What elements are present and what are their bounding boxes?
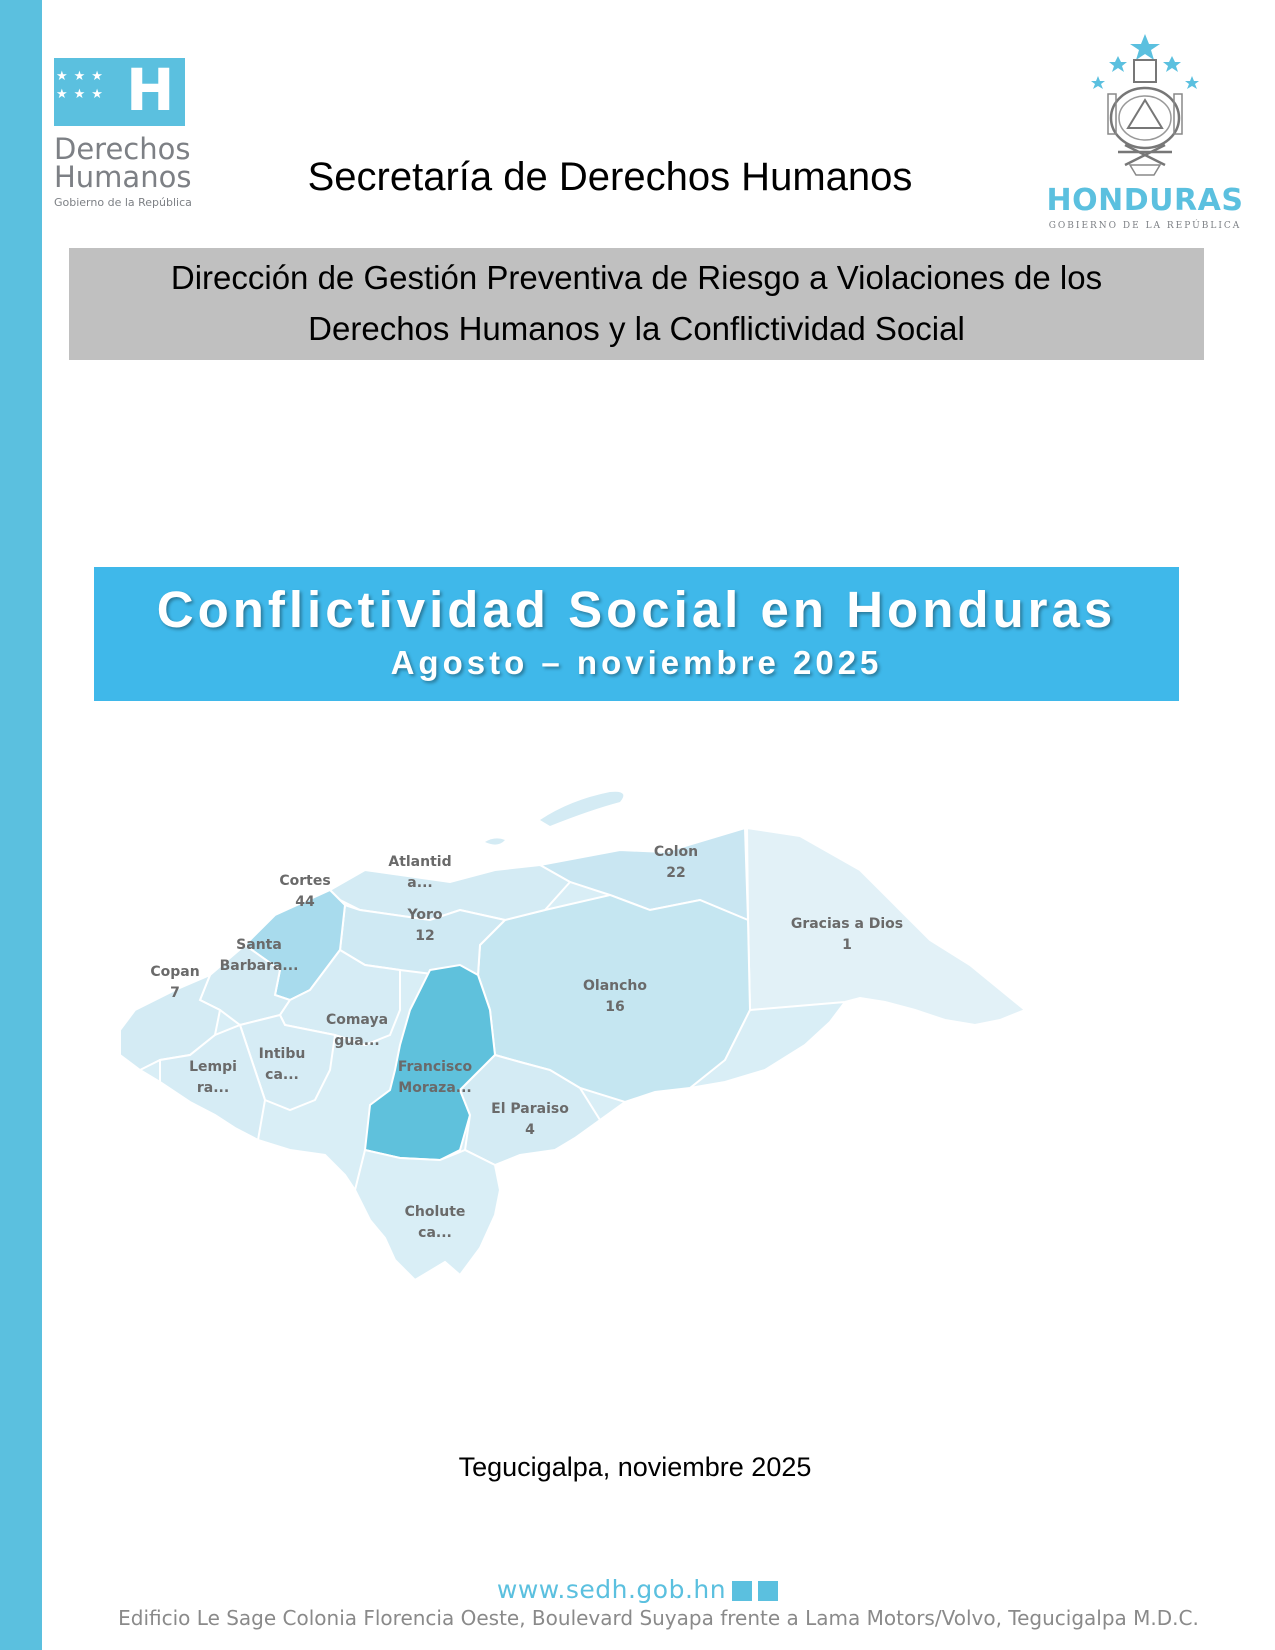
label-cortes-value: 44 bbox=[295, 894, 315, 910]
label-colon-name: Colon bbox=[653, 844, 699, 860]
label-intibuca-name: Intibu bbox=[258, 1046, 306, 1062]
label-cortes-name: Cortes bbox=[279, 873, 331, 889]
page-title: Secretaría de Derechos Humanos bbox=[307, 155, 913, 199]
footer-address: Edificio Le Sage Colonia Florencia Oeste, Boulevard Suyapa frente a Lama Motors/Volvo, Tegucigalpa M.D.C. bbox=[118, 1606, 1199, 1630]
report-title: Conflictividad Social en Honduras bbox=[156, 581, 1117, 638]
label-yoro-value: 12 bbox=[415, 928, 435, 944]
label-santa-barbara-name: Santa bbox=[236, 937, 282, 953]
honduras-wordmark: HONDURAS bbox=[1046, 183, 1244, 218]
bay-islands bbox=[540, 792, 623, 826]
label-atlantida-name: Atlantid bbox=[388, 854, 452, 870]
label-copan-value: 7 bbox=[170, 985, 180, 1001]
label-santa-barbara-value: Barbara... bbox=[219, 958, 299, 974]
label-lempira-value: ra... bbox=[196, 1080, 230, 1096]
honduras-subtitle: GOBIERNO DE LA REPÚBLICA bbox=[1048, 221, 1242, 231]
website-link[interactable]: www.sedh.gob.hn bbox=[496, 1575, 727, 1604]
island-small bbox=[485, 838, 505, 844]
directorate-line-1: Dirección de Gestión Preventiva de Riesgo a Violaciones de los bbox=[170, 259, 1103, 296]
honduras-conflict-map bbox=[100, 770, 1100, 1350]
label-francisco-morazan-value: Moraza... bbox=[398, 1080, 472, 1096]
report-period: Agosto – noviembre 2025 bbox=[390, 644, 883, 681]
square-icon bbox=[732, 1581, 752, 1601]
coat-of-arms-icon bbox=[1070, 30, 1220, 180]
label-francisco-morazan-name: Francisco bbox=[397, 1059, 473, 1075]
label-colon-value: 22 bbox=[666, 865, 686, 881]
label-gracias-a-dios-name: Gracias a Dios bbox=[790, 916, 904, 932]
label-copan-name: Copan bbox=[150, 964, 200, 980]
label-el-paraiso-name: El Paraiso bbox=[491, 1101, 569, 1117]
honduras-stars-h-logo-icon: ★★★ ★★★ H bbox=[54, 58, 185, 126]
label-el-paraiso-value: 4 bbox=[525, 1122, 535, 1138]
label-comayagua-name: Comaya bbox=[325, 1012, 389, 1028]
label-olancho-name: Olancho bbox=[583, 978, 647, 994]
label-lempira-name: Lempi bbox=[189, 1059, 237, 1075]
derechos-humanos-logo bbox=[54, 58, 244, 218]
label-atlantida-value: a... bbox=[407, 875, 433, 891]
place-date: Tegucigalpa, noviembre 2025 bbox=[458, 1452, 812, 1482]
label-intibuca-value: ca... bbox=[265, 1067, 299, 1083]
directorate-line-2: Derechos Humanos y la Conflictividad Social bbox=[308, 310, 965, 347]
directorate-banner bbox=[69, 248, 1204, 360]
label-choluteca-value: ca... bbox=[418, 1225, 452, 1241]
logo-line-3: Gobierno de la República bbox=[54, 196, 192, 209]
label-gracias-a-dios-value: 1 bbox=[842, 937, 852, 953]
label-choluteca-name: Cholute bbox=[404, 1204, 466, 1220]
logo-line-2: Humanos bbox=[54, 160, 192, 194]
report-title-banner bbox=[94, 567, 1179, 701]
label-yoro-name: Yoro bbox=[407, 907, 443, 923]
side-accent-bar bbox=[0, 0, 42, 1650]
logo-line-1: Derechos bbox=[54, 132, 191, 166]
website-line bbox=[0, 1575, 1275, 1604]
honduras-government-logo bbox=[1030, 30, 1260, 240]
square-icon bbox=[758, 1581, 778, 1601]
label-comayagua-value: gua... bbox=[334, 1033, 380, 1049]
label-olancho-value: 16 bbox=[605, 999, 625, 1015]
